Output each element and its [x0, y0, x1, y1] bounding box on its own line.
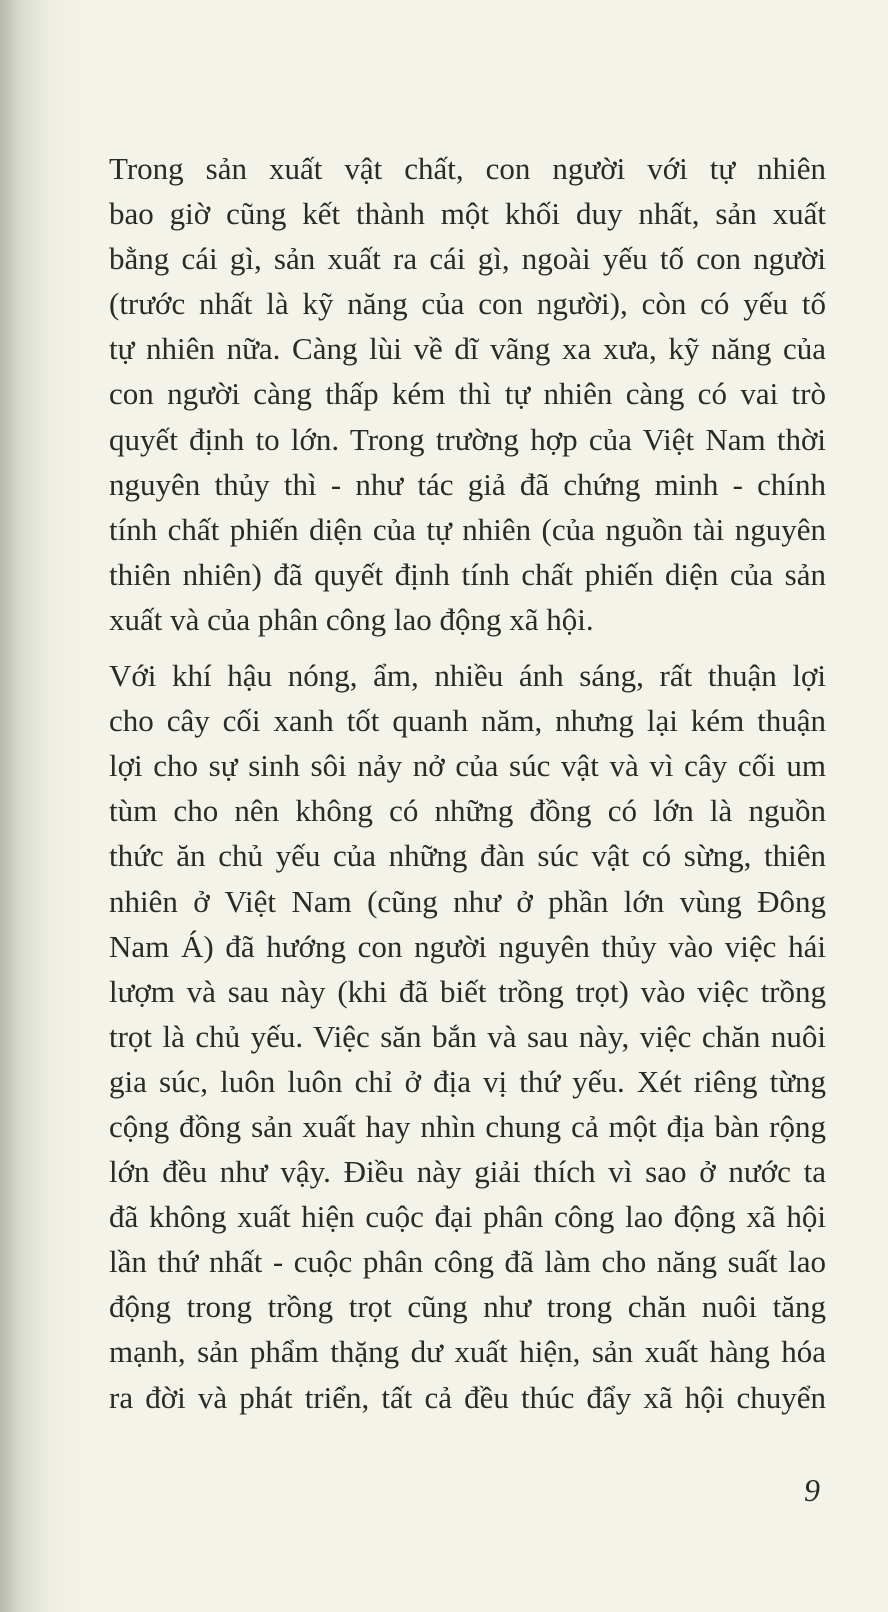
text-line: lượm và sau này (khi đã biết trồng trọt) vào việc trồng — [109, 973, 826, 1009]
text-line: nhiên ở Việt Nam (cũng như ở phần lớn vùng Đông — [109, 883, 826, 919]
text-line: bằng cái gì, sản xuất ra cái gì, ngoài yếu tố con người — [109, 241, 826, 277]
text-line: (trước nhất là kỹ năng của con người), còn có yếu tố — [109, 286, 826, 322]
text-line: thức ăn chủ yếu của những đàn súc vật có sừng, thiên — [109, 838, 826, 874]
text-line: bao giờ cũng kết thành một khối duy nhất, sản xuất — [109, 196, 826, 232]
text-line: Trong sản xuất vật chất, con người với tự nhiên — [109, 151, 826, 186]
text-line: trọt là chủ yếu. Việc săn bắn và sau này, việc chăn nuôi — [109, 1018, 826, 1054]
text-line: Nam Á) đã hướng con người nguyên thủy vào việc hái — [109, 928, 826, 964]
text-line: tính chất phiến diện của tự nhiên (của nguồn tài nguyên — [109, 511, 826, 547]
text-line: con người càng thấp kém thì tự nhiên càng có vai trò — [109, 376, 826, 412]
text-line: mạnh, sản phẩm thặng dư xuất hiện, sản xuất hàng hóa — [109, 1334, 826, 1370]
text-line: thiên nhiên) đã quyết định tính chất phiến diện của sản — [109, 556, 826, 592]
page-number: 9 — [804, 1472, 820, 1508]
text-line: Với khí hậu nóng, ẩm, nhiều ánh sáng, rất thuận lợi — [109, 658, 826, 694]
text-line: cho cây cối xanh tốt quanh năm, nhưng lại kém thuận — [109, 703, 826, 739]
text-line: tự nhiên nữa. Càng lùi về dĩ vãng xa xưa, kỹ năng của — [109, 331, 826, 367]
text-line: lợi cho sự sinh sôi nảy nở của súc vật và vì cây cối um — [109, 748, 826, 784]
text-line: gia súc, luôn luôn chỉ ở địa vị thứ yếu. Xét riêng từng — [109, 1063, 826, 1099]
text-line: quyết định to lớn. Trong trường hợp của Việt Nam thời — [109, 421, 826, 457]
paragraph-1 — [58, 146, 826, 642]
text-line: động trong trồng trọt cũng như trong chăn nuôi tăng — [109, 1289, 826, 1325]
body-text — [58, 146, 826, 1420]
text-line: tùm cho nên không có những đồng có lớn là nguồn — [109, 793, 826, 829]
text-line: lần thứ nhất - cuộc phân công đã làm cho năng suất lao — [109, 1244, 826, 1280]
text-line: nguyên thủy thì - như tác giả đã chứng minh - chính — [109, 466, 826, 502]
text-line: đã không xuất hiện cuộc đại phân công lao động xã hội — [109, 1199, 826, 1235]
text-line: cộng đồng sản xuất hay nhìn chung cả một địa bàn rộng — [109, 1108, 826, 1144]
text-line: xuất và của phân công lao động xã hội. — [109, 601, 594, 637]
paragraph-2 — [58, 653, 826, 1420]
text-line: lớn đều như vậy. Điều này giải thích vì sao ở nước ta — [109, 1154, 826, 1190]
text-line: ra đời và phát triển, tất cả đều thúc đẩy xã hội chuyển — [109, 1379, 826, 1415]
